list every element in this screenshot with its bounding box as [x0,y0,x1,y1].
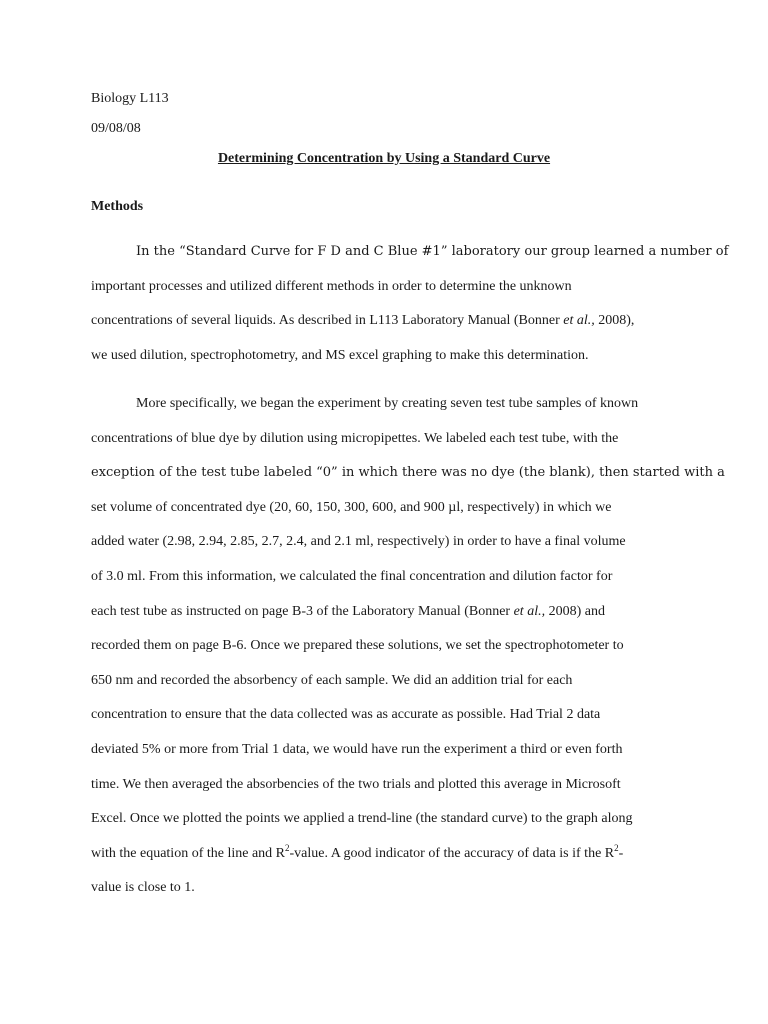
text-run: with the equation of the line and R [91,845,286,861]
paragraph-2-line-6: of 3.0 ml. From this information, we calculated the final concentration and dilution factor for [91,568,613,584]
superscript-2: 2 [614,842,619,853]
paragraph-2-line-9: 650 nm and recorded the absorbency of each sample. We did an addition trial for each [91,672,573,688]
paragraph-2-line-8: recorded them on page B-6. Once we prepared these solutions, we set the spectrophotometer to [91,638,624,654]
citation-et-al: et al., [513,603,546,619]
paragraph-2-line-7 [91,595,681,630]
course-name: Biology L113 [91,91,169,106]
paragraph-1 [91,235,729,373]
paragraph-2-line-14 [91,837,681,872]
text-run: -value. A good indicator of the accuracy of data is if the R [289,845,615,861]
paragraph-2-line-15: value is close to 1. [91,880,195,896]
paragraph-2-line-2: concentrations of blue dye by dilution using micropipettes. We labeled each test tube, with the [91,430,619,446]
document-title: Determining Concentration by Using a Standard Curve [217,151,551,166]
text-run: each test tube as instructed on page B-3 of the Laboratory Manual (Bonner [91,603,514,619]
paragraph-2 [91,387,725,906]
paragraph-2-line-13: Excel. Once we plotted the points we applied a trend-line (the standard curve) to the graph along [91,811,633,827]
section-heading-methods: Methods [91,199,144,214]
paragraph-1-line-2: important processes and utilized different methods in order to determine the unknown [91,278,572,294]
paragraph-2-line-1: More specifically, we began the experiment by creating seven test tube samples of known [136,396,639,411]
paragraph-1-line-1: In the “Standard Curve for F D and C Blue #1” laboratory our group learned a number of [136,244,729,259]
text-run: 2008), [594,313,635,329]
paragraph-2-line-10: concentration to ensure that the data collected was as accurate as possible. Had Trial 2 data [91,707,601,723]
paragraph-2-line-12: time. We then averaged the absorbencies of the two trials and plotted this average in Microsoft [91,776,621,792]
text-run: - [618,845,624,861]
paragraph-2-line-11: deviated 5% or more from Trial 1 data, we would have run the experiment a third or even forth [91,741,623,757]
paragraph-2-line-3: exception of the test tube labeled “0” in which there was no dye (the blank), then started with a [91,465,725,481]
paragraph-1-line-3 [91,304,681,339]
document-date: 09/08/08 [91,121,141,136]
citation-et-al: et al., [563,313,595,329]
superscript-2: 2 [285,842,290,853]
paragraph-2-line-4: set volume of concentrated dye (20, 60, 150, 300, 600, and 900 µl, respectively) in which we [91,499,612,515]
paragraph-1-line-4: we used dilution, spectrophotometry, and MS excel graphing to make this determination. [91,347,589,363]
paragraph-2-line-5: added water (2.98, 2.94, 2.85, 2.7, 2.4, and 2.1 ml, respectively) in order to have a final volume [91,534,626,550]
text-run: 2008) and [545,603,605,619]
text-run: concentrations of several liquids. As described in L113 Laboratory Manual (Bonner [91,313,564,329]
